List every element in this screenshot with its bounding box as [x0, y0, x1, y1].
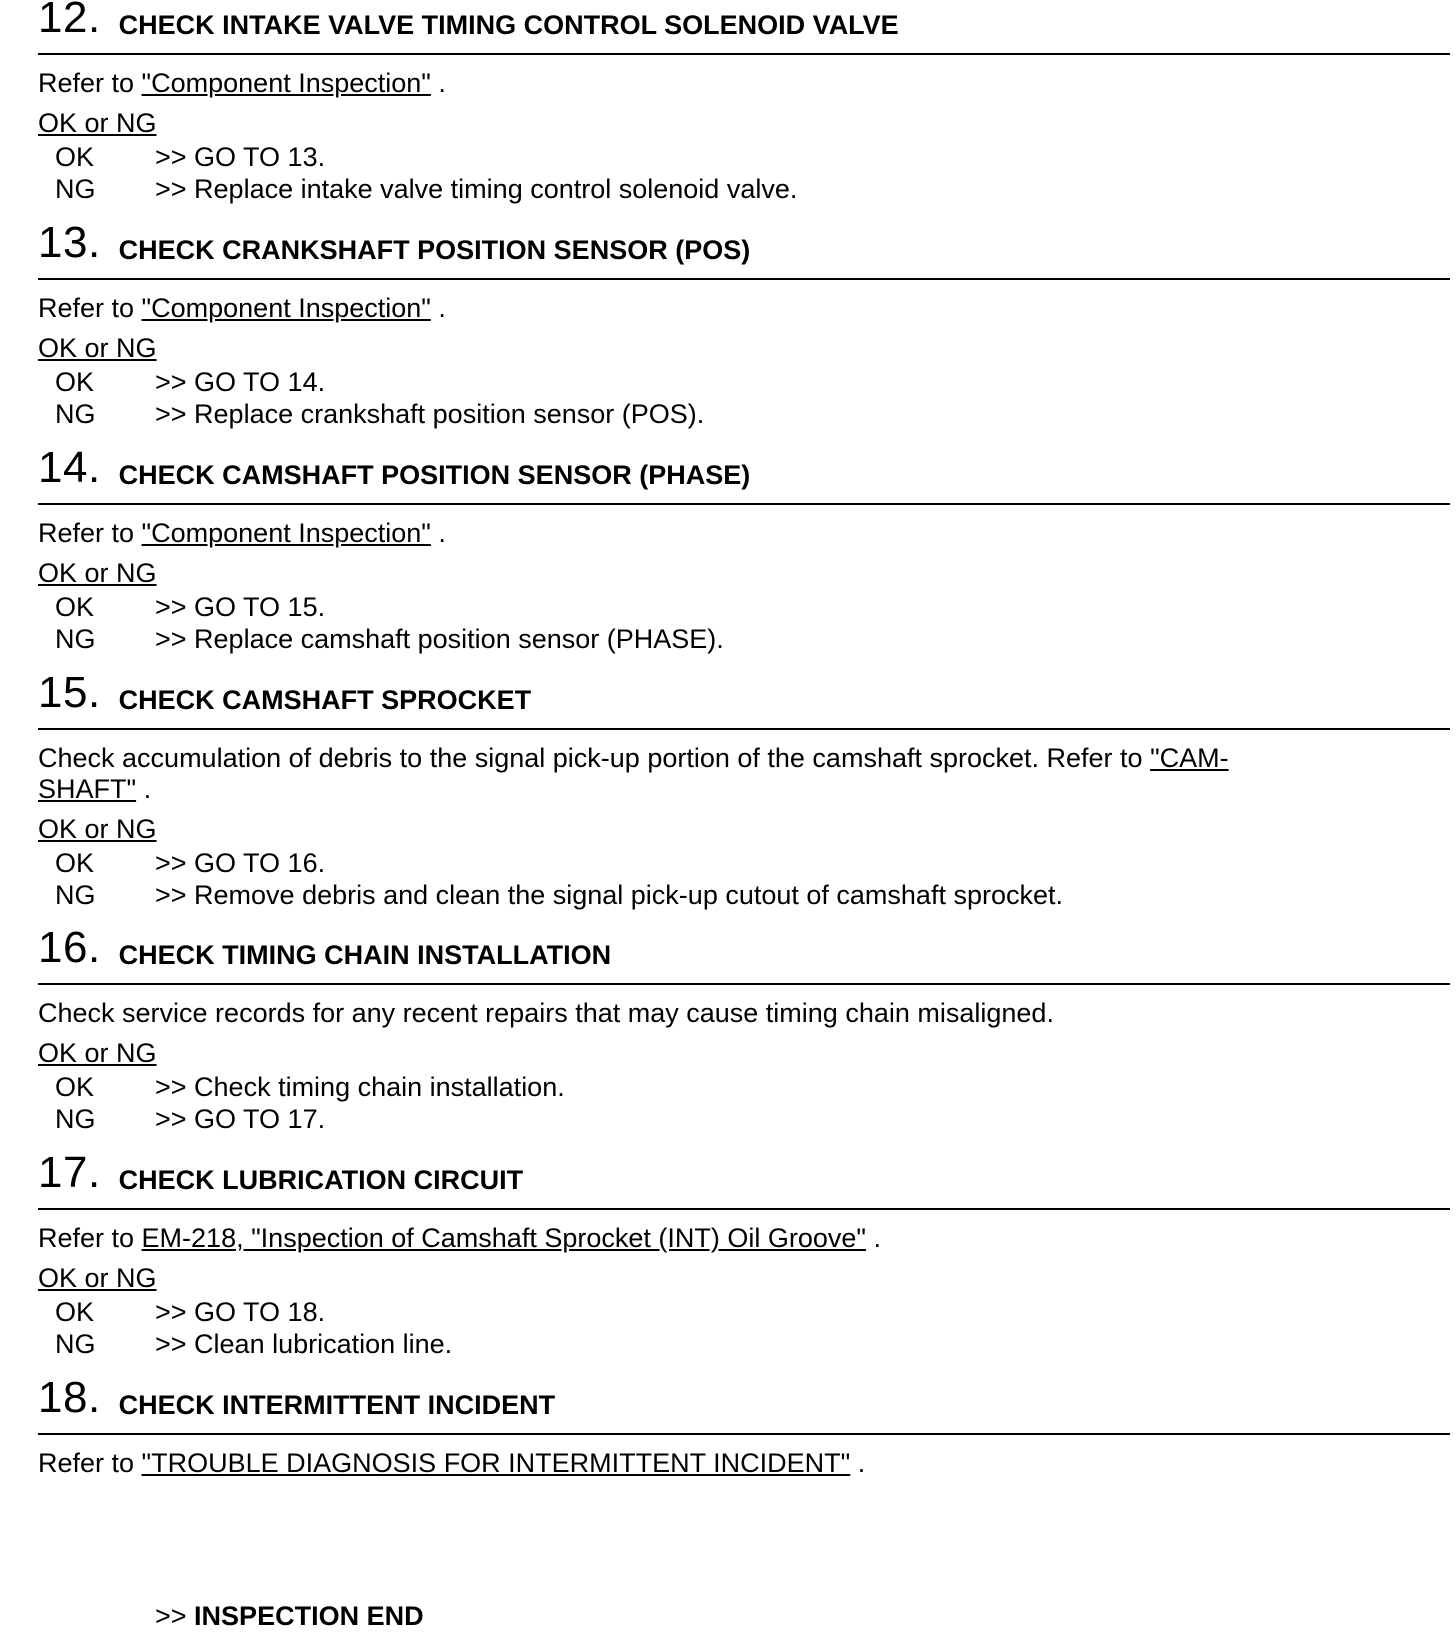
- refer-line: [38, 293, 1450, 324]
- ok-text: >> GO TO 15.: [155, 592, 326, 622]
- service-records-text: Check service records for any recent repairs that may cause timing chain misaligned.: [38, 998, 1054, 1028]
- ok-key: OK: [55, 1297, 95, 1327]
- component-inspection-link[interactable]: "Component Inspection": [141, 293, 431, 323]
- ok-or-ng-label: OK or NG: [38, 108, 157, 138]
- step-header: [38, 668, 1450, 730]
- debris-check-line2: [38, 774, 1450, 805]
- ng-result: [38, 398, 1450, 430]
- camshaft-link-continued[interactable]: SHAFT": [38, 774, 137, 804]
- results: [38, 1296, 1450, 1360]
- ng-text: >> Replace crankshaft position sensor (POS).: [155, 399, 705, 429]
- step-header: [38, 0, 1450, 55]
- ok-key: OK: [55, 1072, 95, 1102]
- ok-text: >> GO TO 18.: [155, 1297, 326, 1327]
- step-17: [38, 1148, 1450, 1360]
- step-title: CHECK CAMSHAFT POSITION SENSOR (PHASE): [118, 460, 751, 490]
- refer-prefix: Refer to: [38, 293, 142, 323]
- ng-text: >> Remove debris and clean the signal pick-up cutout of camshaft sprocket.: [155, 880, 1063, 910]
- inspection-end: [155, 1600, 424, 1632]
- camshaft-link[interactable]: "CAM-: [1150, 743, 1229, 773]
- ok-key: OK: [55, 848, 95, 878]
- ng-key: NG: [55, 399, 96, 429]
- ok-result: [38, 366, 1450, 398]
- ok-key: OK: [55, 142, 95, 172]
- ok-text: >> GO TO 14.: [155, 367, 326, 397]
- ok-or-ng-label: OK or NG: [38, 814, 157, 844]
- step-number: 15.: [38, 668, 101, 717]
- step-12: [38, 0, 1450, 205]
- step-number: 17.: [38, 1148, 101, 1197]
- ok-text: >> GO TO 16.: [155, 848, 326, 878]
- component-inspection-link[interactable]: "Component Inspection": [141, 518, 431, 548]
- step-number: 12.: [38, 0, 101, 42]
- step-header: [38, 1148, 1450, 1210]
- ok-text: >> Check timing chain installation.: [155, 1072, 565, 1102]
- step-title: CHECK INTAKE VALVE TIMING CONTROL SOLENOID VALVE: [118, 10, 899, 40]
- ng-result: [38, 173, 1450, 205]
- debris-check-line1: Check accumulation of debris to the signal pick-up portion of the camshaft sprocket. Refer to: [38, 743, 1151, 773]
- step-header: [38, 923, 1450, 985]
- ng-key: NG: [55, 624, 96, 654]
- ok-or-ng-label: OK or NG: [38, 333, 157, 363]
- step-14: [38, 443, 1450, 655]
- ng-key: NG: [55, 1104, 96, 1134]
- ng-result: [38, 623, 1450, 655]
- ng-text: >> Clean lubrication line.: [155, 1329, 453, 1359]
- ng-text: >> GO TO 17.: [155, 1104, 326, 1134]
- results: [38, 1071, 1450, 1135]
- step-title: CHECK TIMING CHAIN INSTALLATION: [118, 940, 612, 970]
- ok-result: [38, 1071, 1450, 1103]
- ng-result: [38, 879, 1450, 911]
- ok-or-ng-label: OK or NG: [38, 1263, 157, 1293]
- refer-suffix: .: [865, 1223, 881, 1253]
- end-prefix: >>: [155, 1601, 195, 1631]
- ok-result: [38, 847, 1450, 879]
- step-18: [38, 1373, 1450, 1479]
- ng-key: NG: [55, 1329, 96, 1359]
- ok-or-ng-label: OK or NG: [38, 558, 157, 588]
- refer-suffix: .: [430, 518, 446, 548]
- refer-suffix: .: [850, 1448, 866, 1478]
- step-title: CHECK CAMSHAFT SPROCKET: [118, 685, 532, 715]
- step-13: [38, 218, 1450, 430]
- ng-text: >> Replace camshaft position sensor (PHASE).: [155, 624, 724, 654]
- refer-prefix: Refer to: [38, 1448, 142, 1478]
- step-15: [38, 668, 1450, 911]
- step-header: [38, 443, 1450, 505]
- refer-prefix: Refer to: [38, 518, 142, 548]
- refer-suffix: .: [430, 293, 446, 323]
- ok-result: [38, 1296, 1450, 1328]
- step-number: 14.: [38, 443, 101, 492]
- refer-prefix: Refer to: [38, 68, 142, 98]
- step-number: 16.: [38, 923, 101, 972]
- refer-suffix: .: [430, 68, 446, 98]
- ok-or-ng-label: OK or NG: [38, 1038, 157, 1068]
- refer-line: [38, 1448, 1450, 1479]
- ok-key: OK: [55, 592, 95, 622]
- ng-key: NG: [55, 880, 96, 910]
- results: [38, 847, 1450, 911]
- refer-line: [38, 518, 1450, 549]
- ng-key: NG: [55, 174, 96, 204]
- step-title: CHECK CRANKSHAFT POSITION SENSOR (POS): [118, 235, 751, 265]
- ok-result: [38, 591, 1450, 623]
- ok-text: >> GO TO 13.: [155, 142, 326, 172]
- refer-suffix: .: [136, 774, 152, 804]
- component-inspection-link[interactable]: "Component Inspection": [141, 68, 431, 98]
- ng-result: [38, 1328, 1450, 1360]
- step-title: CHECK INTERMITTENT INCIDENT: [118, 1390, 556, 1420]
- refer-prefix: Refer to: [38, 1223, 142, 1253]
- ng-text: >> Replace intake valve timing control solenoid valve.: [155, 174, 798, 204]
- results: [38, 591, 1450, 655]
- step-number: 18.: [38, 1373, 101, 1422]
- debris-check-text: [38, 743, 1450, 774]
- ok-key: OK: [55, 367, 95, 397]
- refer-line: [38, 68, 1450, 99]
- step-number: 13.: [38, 218, 101, 267]
- step-header: [38, 1373, 1450, 1435]
- intermittent-incident-link[interactable]: "TROUBLE DIAGNOSIS FOR INTERMITTENT INCIDENT": [141, 1448, 851, 1478]
- results: [38, 141, 1450, 205]
- refer-line: [38, 1223, 1450, 1254]
- oil-groove-inspection-link[interactable]: EM-218, "Inspection of Camshaft Sprocket (INT) Oil Groove": [141, 1223, 866, 1253]
- ng-result: [38, 1103, 1450, 1135]
- step-16: [38, 923, 1450, 1135]
- step-header: [38, 218, 1450, 280]
- ok-result: [38, 141, 1450, 173]
- results: [38, 366, 1450, 430]
- end-label: INSPECTION END: [194, 1601, 424, 1631]
- step-title: CHECK LUBRICATION CIRCUIT: [118, 1165, 524, 1195]
